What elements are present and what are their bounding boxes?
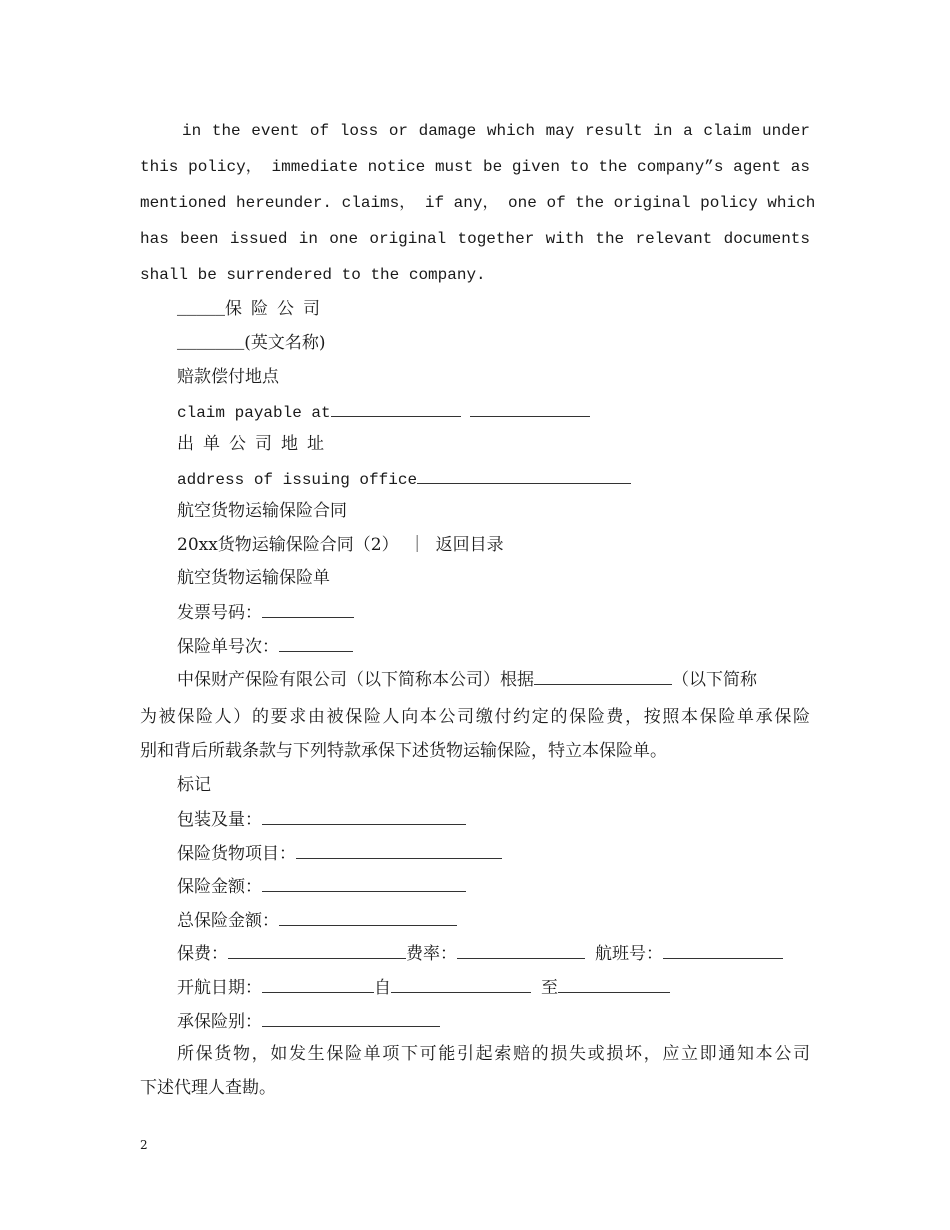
goods-label: 保险货物项目： [177, 844, 296, 864]
issuing-address-line [177, 467, 631, 491]
english-clause-line: this policy， immediate notice must be given to the company”s agent as [140, 158, 810, 176]
packing-line [177, 808, 466, 831]
flight-label: 航班号： [595, 944, 663, 964]
company-blank: _____ [177, 301, 226, 319]
claim-payable-label: claim payable at [177, 404, 331, 422]
intro-line [177, 668, 810, 691]
departure-label: 开航日期： [177, 978, 262, 998]
english-clause-line: in the event of loss or damage which may result in a claim under [182, 122, 810, 140]
issuing-office-label: 出单公司地址 [177, 434, 333, 454]
contract-link[interactable]: 20xx货物运输保险合同（2） [177, 535, 399, 555]
amount-line [177, 875, 466, 898]
company-line [177, 298, 329, 321]
policy-title: 航空货物运输保险单 [177, 568, 330, 588]
premium-line [177, 942, 783, 965]
claim-notice-line: 所保货物，如发生保险单项下可能引起索赔的损失或损坏，应立即通知本公司 [177, 1044, 810, 1064]
goods-line [177, 842, 502, 865]
goods-blank [296, 842, 502, 859]
packing-blank [262, 808, 466, 825]
intro-line: 别和背后所载条款与下列特款承保下述货物运输保险，特立本保险单。 [140, 741, 667, 761]
total-amount-blank [279, 909, 457, 926]
amount-blank [262, 875, 466, 892]
english-name-blank: _______ [177, 335, 245, 353]
conditions-label: 承保险别： [177, 1012, 262, 1032]
marks-label: 标记 [177, 775, 211, 795]
flight-blank [663, 942, 783, 959]
page-number: 2 [140, 1138, 148, 1152]
nav-separator: ｜ [408, 535, 426, 555]
english-clause-line: has been issued in one original together with the relevant documents [140, 230, 810, 248]
conditions-blank [262, 1010, 440, 1027]
conditions-line [177, 1010, 440, 1033]
intro-end: （以下简称 [672, 670, 757, 690]
policy-no-line [177, 635, 353, 658]
premium-label: 保费： [177, 944, 228, 964]
premium-blank [228, 942, 406, 959]
intro-start: 中保财产保险有限公司（以下简称本公司）根据 [177, 670, 534, 690]
invoice-line [177, 601, 354, 624]
from-blank [391, 976, 531, 993]
departure-blank [262, 976, 374, 993]
english-clause-line: mentioned hereunder. claims， if any， one of the original policy which [140, 194, 816, 212]
total-amount-line [177, 909, 457, 932]
section-heading: 航空货物运输保险合同 [177, 501, 347, 521]
claim-notice-line: 下述代理人查勘。 [140, 1078, 276, 1098]
english-name-line [177, 332, 325, 355]
company-label: 保险公司 [225, 299, 330, 319]
english-clause-line: shall be surrendered to the company. [140, 266, 486, 284]
claim-place-label: 赔款偿付地点 [177, 367, 279, 387]
issuing-address-blank [417, 467, 631, 484]
invoice-label: 发票号码： [177, 603, 262, 623]
claim-payable-blank [470, 400, 590, 417]
claim-payable-blank [331, 400, 461, 417]
claim-payable-line [177, 400, 590, 424]
from-label: 自 [374, 978, 391, 998]
total-amount-label: 总保险金额： [177, 911, 279, 931]
english-name-label: (英文名称) [244, 333, 326, 353]
policy-no-blank [279, 635, 353, 652]
nav-line [177, 534, 504, 556]
amount-label: 保险金额： [177, 877, 262, 897]
insured-blank [534, 668, 672, 685]
packing-label: 包装及量： [177, 810, 262, 830]
rate-label: 费率： [406, 944, 457, 964]
back-to-contents-link[interactable]: 返回目录 [435, 535, 504, 555]
departure-line [177, 976, 670, 999]
invoice-blank [262, 601, 354, 618]
intro-line: 为被保险人）的要求由被保险人向本公司缴付约定的保险费，按照本保险单承保险 [140, 707, 810, 727]
issuing-address-label: address of issuing office [177, 471, 418, 489]
policy-no-label: 保险单号次： [177, 637, 279, 657]
rate-blank [457, 942, 585, 959]
to-label: 至 [541, 978, 558, 998]
to-blank [558, 976, 670, 993]
